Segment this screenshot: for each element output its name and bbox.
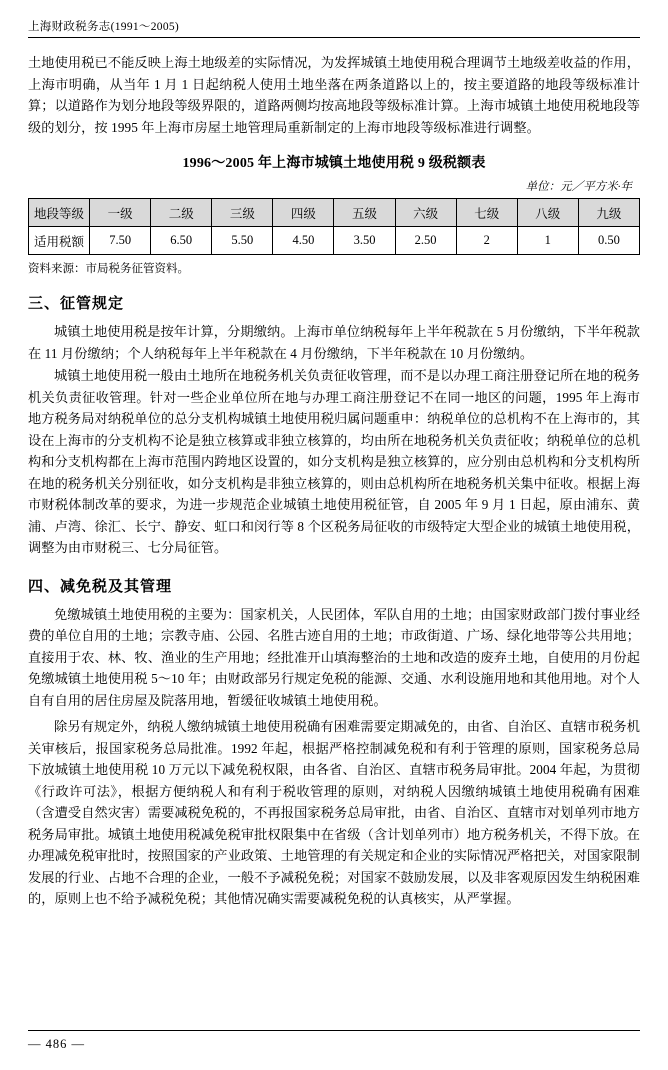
table-header-cell: 七级: [456, 199, 517, 227]
table-cell: 2: [456, 227, 517, 255]
table-unit-label: 单位：元／平方米·年: [525, 181, 632, 193]
table-header-cell: 四级: [273, 199, 334, 227]
section-heading-3: 三、征管规定: [28, 296, 125, 312]
table-cell: 6.50: [151, 227, 212, 255]
table-row: [29, 227, 640, 255]
table-cell: 5.50: [212, 227, 273, 255]
intro-paragraph: 土地使用税已不能反映上海土地级差的实际情况，为发挥城镇土地使用税合理调节土地级差收益的作用，上海市明确，从当年 1 月 1 日起纳税人使用土地坐落在两条道路以上的，按主要道路的地段等级标准计算；以道路作为划分地段等级界限的，道路两侧均按高地段等级标准计算。上海市城镇土地使用税地段等级的划分，按 1995 年上海市房屋土地管理局重新制定的上海市地段等级标准进行调整。: [28, 55, 640, 135]
footer-divider: [28, 1030, 640, 1031]
section4-paragraph-1: 免缴城镇土地使用税的主要为：国家机关，人民团体，军队自用的土地；由国家财政部门拨付事业经费的单位自用的土地；宗教寺庙、公园、名胜古迹自用的土地；市政街道、广场、绿化地带等公共用地；直接用于农、林、牧、渔业的生产用地；经批准开山填海整治的土地和改造的废弃土地，自使用的月份起免缴城镇土地使用税 5～10 年；由财政部另行规定免税的能源、交通、水利设施用地和其他用地。对个人自有自用的居住房屋及院落用地，暂缓征收城镇土地使用税。: [28, 606, 640, 708]
running-head: 上海财政税务志(1991～2005): [28, 18, 640, 38]
table-title: 1996～2005 年上海市城镇土地使用税 9 级税额表: [182, 156, 486, 171]
table-header-cell: 地段等级: [29, 199, 90, 227]
table-header-cell: 九级: [578, 199, 639, 227]
section3-paragraph-2: 城镇土地使用税一般由土地所在地税务机关负责征收管理，而不是以办理工商注册登记所在地的税务机关负责征收管理。针对一些企业单位所在地与办理工商注册登记不在同一地区的问题，1995 年上海市地方税务局对纳税单位的总分支机构城镇土地使用税归属问题重申：纳税单位的总机构不在上海市的，其设在上海市的分支机构不论是独立核算或非独立核算的，均由所在地税务机关负责征收；纳税单位的总机构和分支机构都在上海市范围内跨地区设置的，如分支机构是独立核算的，应分别由总机构和分支机构所在地的税务机关分别征收，如分支机构是非独立核算的，则由总机构所在地税务机关集中征收。根据上海市财税体制改革的要求，为进一步规范企业城镇土地使用税征管，自 2005 年 9 月 1 日起，原由浦东、黄浦、卢湾、徐汇、长宁、静安、虹口和闵行等 8 个区税务局征收的市级特定大型企业的城镇土地使用税，调整为由市财税三、七分局征管。: [28, 368, 640, 555]
table-cell: 4.50: [273, 227, 334, 255]
table-row-label: 适用税额: [29, 227, 90, 255]
table-header-cell: 一级: [90, 199, 151, 227]
table-header-cell: 五级: [334, 199, 395, 227]
page-number: — 486 —: [28, 1037, 85, 1051]
table-cell: 7.50: [90, 227, 151, 255]
table-cell: 2.50: [395, 227, 456, 255]
table-header-cell: 三级: [212, 199, 273, 227]
tax-rate-table: [28, 198, 640, 255]
section-heading-4: 四、减免税及其管理: [28, 578, 173, 595]
table-source-note: 资料来源：市局税务征管资料。: [28, 263, 189, 275]
table-header-cell: 八级: [517, 199, 578, 227]
section4-paragraph-2: 除另有规定外，纳税人缴纳城镇土地使用税确有困难需要定期减免的，由省、自治区、直辖市税务机关审核后，报国家税务总局批准。1992 年起，根据严格控制减免税和有利于管理的原则，国家税务总局下放城镇土地使用税 10 万元以下减免税权限，由各省、自治区、直辖市税务局审批。2004 年起，为贯彻《行政许可法》，根据方便纳税人和有利于税收管理的原则，对纳税人因缴纳城镇土地使用税确有困难（含遭受自然灾害）需要减税免税的，不再报国家税务总局审批，由省、自治区、直辖市对划单列市地方税务局审批。城镇土地使用税减免税审批权限集中在省级（含计划单列市）地方税务机关，不得下放。在办理减免税审批时，按照国家的产业政策、土地管理的有关规定和企业的实际情况严格把关，对国家限制发展的行业、占地不合理的企业，一般不予减税免税；对国家不鼓励发展，以及非客观原因发生纳税困难的，原则上也不给予减税免税；其他情况确实需要减税免税的认真核实，从严掌握。: [28, 719, 640, 906]
table-cell: 3.50: [334, 227, 395, 255]
table-header-cell: 二级: [151, 199, 212, 227]
table-header-row: [29, 199, 640, 227]
table-cell: 0.50: [578, 227, 639, 255]
section3-paragraph-1: 城镇土地使用税是按年计算，分期缴纳。上海市单位纳税每年上半年税款在 5 月份缴纳，下半年税款在 11 月份缴纳；个人纳税每年上半年税款在 4 月份缴纳，下半年税款在 10 月份缴纳。: [28, 324, 640, 361]
page-footer: [28, 1030, 640, 1052]
table-cell: 1: [517, 227, 578, 255]
table-header-cell: 六级: [395, 199, 456, 227]
